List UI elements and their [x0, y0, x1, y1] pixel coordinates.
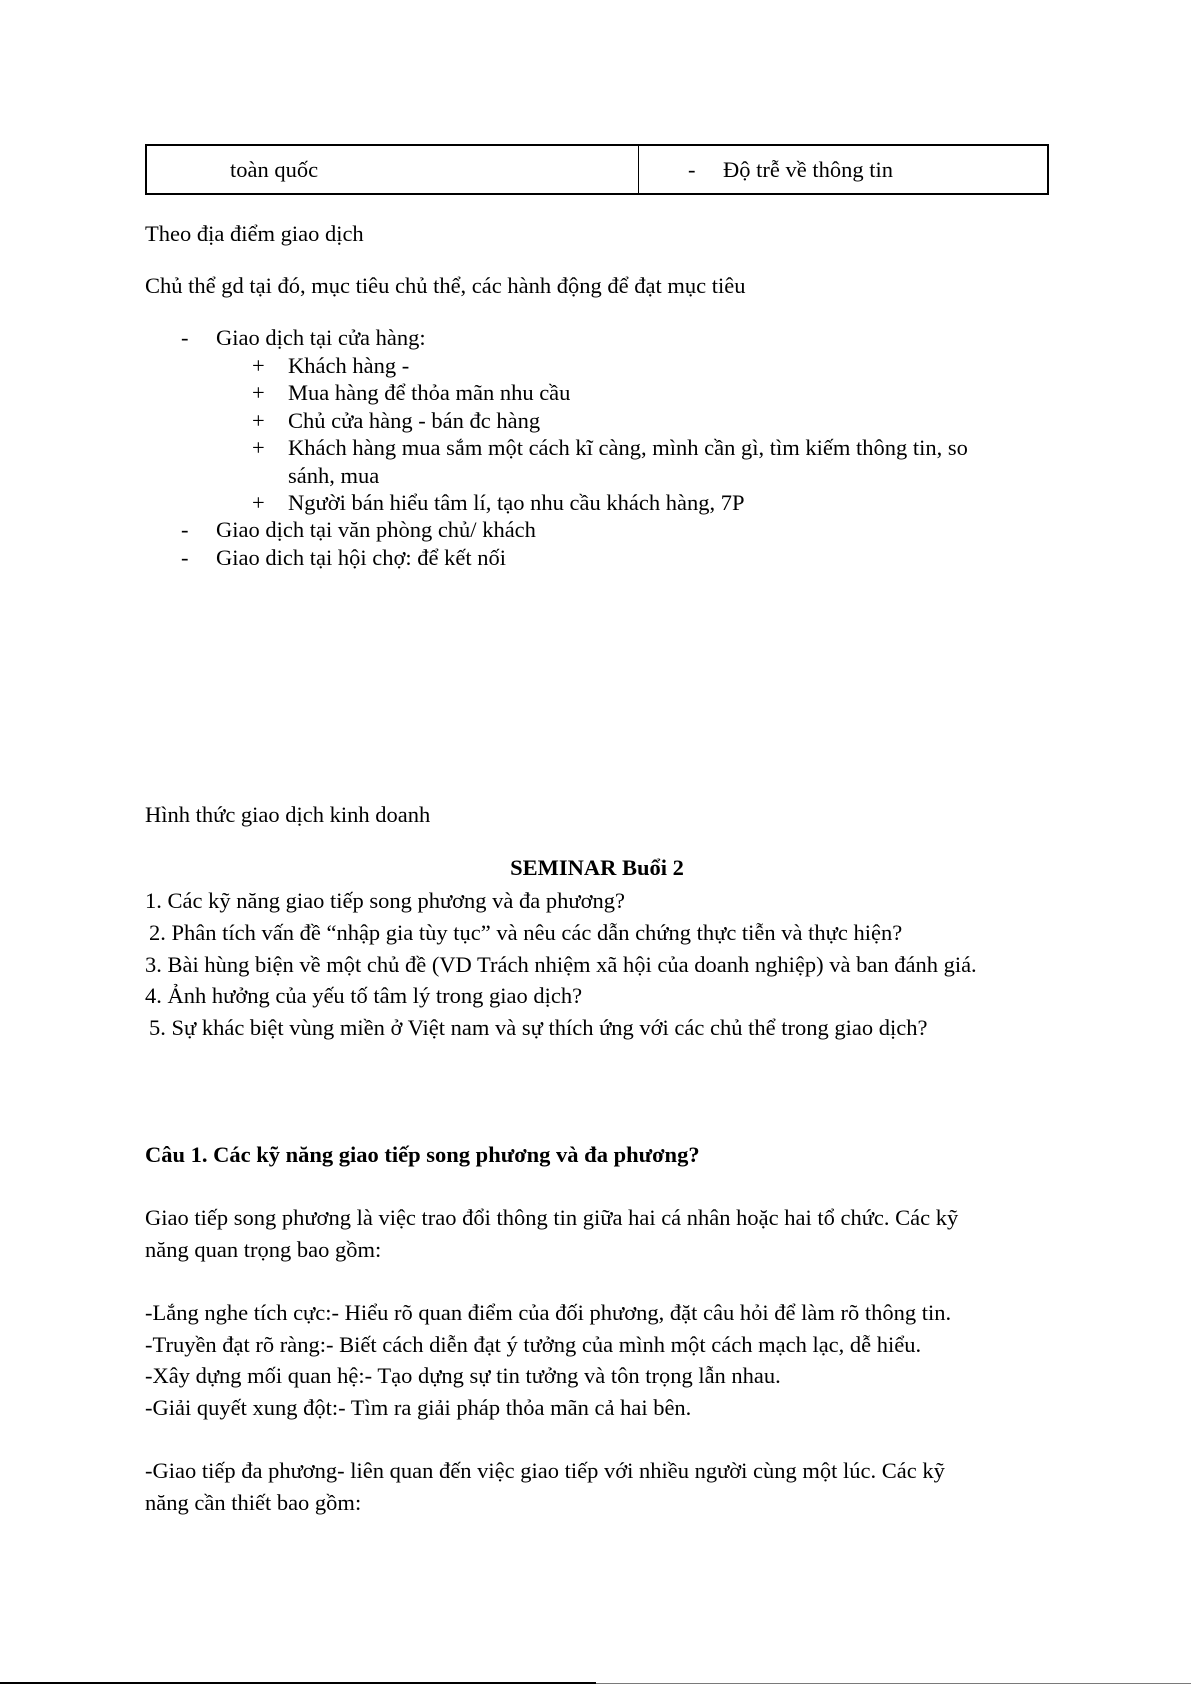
skill-item: -Lắng nghe tích cực:- Hiểu rõ quan điểm của đối phương, đặt câu hỏi để làm rõ thông tin.: [145, 1300, 952, 1325]
answer1-paragraph-line: năng cần thiết bao gồm:: [145, 1490, 362, 1515]
seminar-question: 3. Bài hùng biện về một chủ đề (VD Trách nhiệm xã hội của doanh nghiệp) và ban đánh giá.: [145, 952, 977, 977]
plus-marker: +: [252, 490, 265, 515]
section-intro-location: Chủ thể gd tại đó, mục tiêu chủ thể, các hành động để đạt mục tiêu: [145, 273, 746, 298]
seminar-question: 4. Ảnh hưởng của yếu tố tâm lý trong giao dịch?: [145, 983, 583, 1008]
table-cell-right-text: Độ trễ về thông tin: [723, 156, 893, 182]
plus-marker: +: [252, 408, 265, 433]
table-cell-left-text: toàn quốc: [230, 156, 319, 182]
sub-list-item-text: Khách hàng -: [288, 353, 410, 378]
table-cell-right-dash: -: [688, 156, 696, 182]
page-bottom-rule: [0, 1682, 596, 1684]
skill-item: -Xây dựng mối quan hệ:- Tạo dựng sự tin tưởng và tôn trọng lẫn nhau.: [145, 1363, 781, 1388]
sub-list-item-text: Khách hàng mua sắm một cách kĩ càng, mình cần gì, tìm kiếm thông tin, so: [288, 435, 968, 460]
info-table: [145, 144, 1049, 195]
seminar-question: 5. Sự khác biệt vùng miền ở Việt nam và sự thích ứng với các chủ thể trong giao dịch?: [149, 1015, 928, 1040]
dash-marker: -: [181, 517, 189, 542]
section-heading-form: Hình thức giao dịch kinh doanh: [145, 802, 431, 827]
seminar-question: 2. Phân tích vấn đề “nhập gia tùy tục” và nêu các dẫn chứng thực tiễn và thực hiện?: [149, 920, 903, 945]
answer1-heading: Câu 1. Các kỹ năng giao tiếp song phương và đa phương?: [145, 1142, 700, 1167]
dash-marker: -: [181, 325, 189, 350]
skill-item: -Giải quyết xung đột:- Tìm ra giải pháp thỏa mãn cả hai bên.: [145, 1395, 692, 1420]
sub-list-item-text: Mua hàng để thỏa mãn nhu cầu: [288, 380, 571, 405]
list-item-store-text: Giao dịch tại cửa hàng:: [216, 325, 426, 350]
seminar-question: 1. Các kỹ năng giao tiếp song phương và đa phương?: [145, 888, 625, 913]
sub-list-item-text: Người bán hiểu tâm lí, tạo nhu cầu khách hàng, 7P: [288, 490, 745, 515]
plus-marker: +: [252, 380, 265, 405]
sub-list-item-text: sánh, mua: [288, 463, 380, 488]
page-bottom-rule-light: [596, 1683, 1191, 1684]
answer1-paragraph-line: Giao tiếp song phương là việc trao đổi thông tin giữa hai cá nhân hoặc hai tổ chức. Các kỹ: [145, 1205, 959, 1230]
answer1-paragraph-line: năng quan trọng bao gồm:: [145, 1237, 382, 1262]
answer1-paragraph-line: -Giao tiếp đa phương- liên quan đến việc giao tiếp với nhiều người cùng một lúc. Các kỹ: [145, 1458, 945, 1483]
seminar-title: SEMINAR Buổi 2: [510, 855, 684, 880]
list-item-office-text: Giao dịch tại văn phòng chủ/ khách: [216, 517, 536, 542]
table-cell-left: [147, 146, 639, 193]
dash-marker: -: [181, 545, 189, 570]
plus-marker: +: [252, 435, 265, 460]
skill-item: -Truyền đạt rõ ràng:- Biết cách diễn đạt ý tưởng của mình một cách mạch lạc, dễ hiểu.: [145, 1332, 922, 1357]
section-heading-location: Theo địa điểm giao dịch: [145, 221, 364, 246]
sub-list-item-text: Chủ cửa hàng - bán đc hàng: [288, 408, 541, 433]
plus-marker: +: [252, 353, 265, 378]
table-cell-right: [639, 146, 1047, 193]
list-item-fair-text: Giao dich tại hội chợ: để kết nối: [216, 545, 506, 570]
